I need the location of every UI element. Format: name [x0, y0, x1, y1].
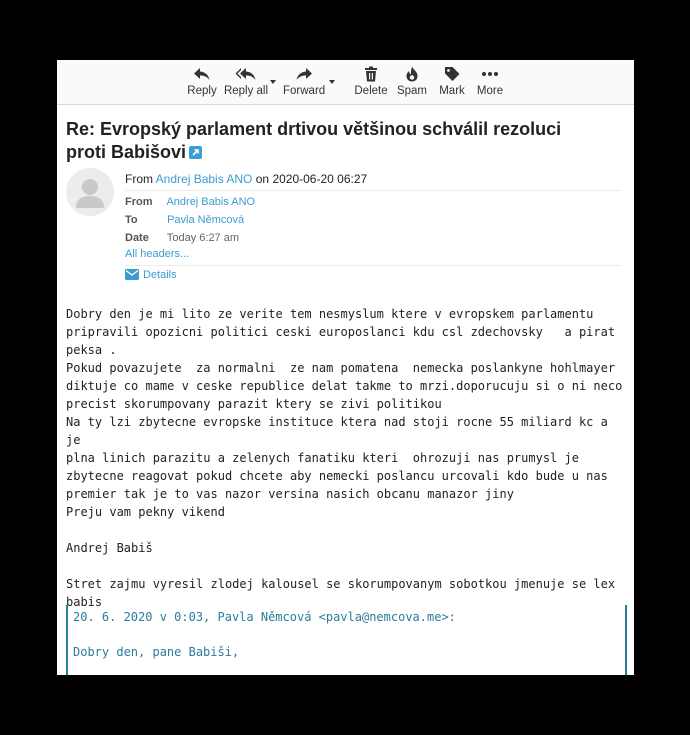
spam-button[interactable] — [394, 64, 430, 102]
header-date-value: Today 6:27 am — [166, 232, 240, 244]
quote-header: 20. 6. 2020 v 0:03, Pavla Němcová <pavla@nemcova.me>: — [73, 610, 456, 624]
header-from-key: From — [125, 196, 153, 208]
sender-summary — [125, 172, 367, 186]
mail-panel — [57, 60, 634, 675]
spam-fire-icon — [404, 66, 420, 82]
forward-icon — [295, 66, 313, 82]
quoted-message — [66, 605, 627, 675]
header-from-link[interactable]: Andrej Babis ANO — [166, 196, 256, 208]
summary-divider — [125, 190, 622, 191]
mark-button[interactable] — [435, 64, 469, 102]
headers-divider — [125, 265, 622, 266]
forward-dropdown-icon[interactable] — [329, 80, 335, 84]
open-external-icon[interactable] — [189, 146, 202, 159]
subject-text: Re: Evropský parlament drtivou většinou schválil rezoluci proti Babišovi — [66, 119, 562, 162]
message-subject — [66, 118, 606, 164]
summary-datetime: 2020-06-20 06:27 — [272, 172, 368, 186]
spam-label: Spam — [396, 85, 428, 97]
reply-icon — [193, 66, 211, 82]
all-headers-link[interactable]: All headers... — [125, 248, 190, 260]
header-to-row — [125, 214, 244, 226]
mark-label: Mark — [439, 85, 465, 97]
delete-label: Delete — [354, 85, 388, 97]
delete-button[interactable] — [353, 64, 389, 102]
reply-label: Reply — [187, 85, 217, 97]
reply-button[interactable] — [184, 64, 220, 102]
mail-toolbar — [57, 60, 634, 105]
header-date-key: Date — [125, 232, 149, 244]
more-label: More — [476, 85, 504, 97]
summary-on-label: on — [255, 172, 270, 186]
trash-icon — [363, 66, 379, 82]
reply-all-button[interactable] — [222, 64, 270, 102]
reply-all-label: Reply all — [223, 85, 269, 97]
forward-label: Forward — [283, 85, 326, 97]
reply-all-dropdown-icon[interactable] — [270, 80, 276, 84]
more-dots-icon — [481, 66, 499, 82]
sender-avatar — [66, 168, 114, 216]
tag-icon — [444, 66, 460, 82]
message-body: Dobry den je mi lito ze verite tem nesmyslum ktere v evropskem parlamentu pripravili opozicni politici ceski europoslanci kdu csl zdechovsky a pirat peksa . Pokud povazujete za normalni ze nam pomatena nemecka poslankyne hohlmayer diktuje co mame v ceske republice delat takme to mrzi.doporucuju si o ni neco precist skorumpovany parazit ktery se zivi politikou Na ty lzi zbytecne evropske instituce ktera nad stoji rocne 55 miliard kc a je plna linich parazitu a zelenych fanatiku kteri ohrozuji nas prumysl je zbytecne reagovat pokud chcete aby nemecki poslancu urcovali kdo bude u nas premier tak je to vas nazor versina nasich obcanu manazor jiny Preju vam pekny vikend Andrej Babiš Stret zajmu vyresil zlodej kalousel se skorumpovanym sobotkou jmenuje se lex babis — [66, 307, 623, 609]
forward-button[interactable] — [283, 64, 325, 102]
header-to-key: To — [125, 214, 138, 226]
quote-first-line: Dobry den, pane Babiši, — [73, 645, 240, 659]
person-icon — [66, 168, 114, 216]
details-toggle[interactable] — [125, 269, 177, 281]
summary-sender-link[interactable]: Andrej Babis ANO — [155, 172, 253, 186]
header-from-row — [125, 196, 255, 208]
reply-all-icon — [235, 66, 257, 82]
envelope-icon — [125, 269, 139, 280]
header-date-row — [125, 232, 239, 244]
header-to-link[interactable]: Pavla Němcová — [167, 214, 245, 226]
details-label: Details — [143, 269, 177, 281]
summary-from-label: From — [125, 172, 153, 186]
more-button[interactable] — [473, 64, 507, 102]
